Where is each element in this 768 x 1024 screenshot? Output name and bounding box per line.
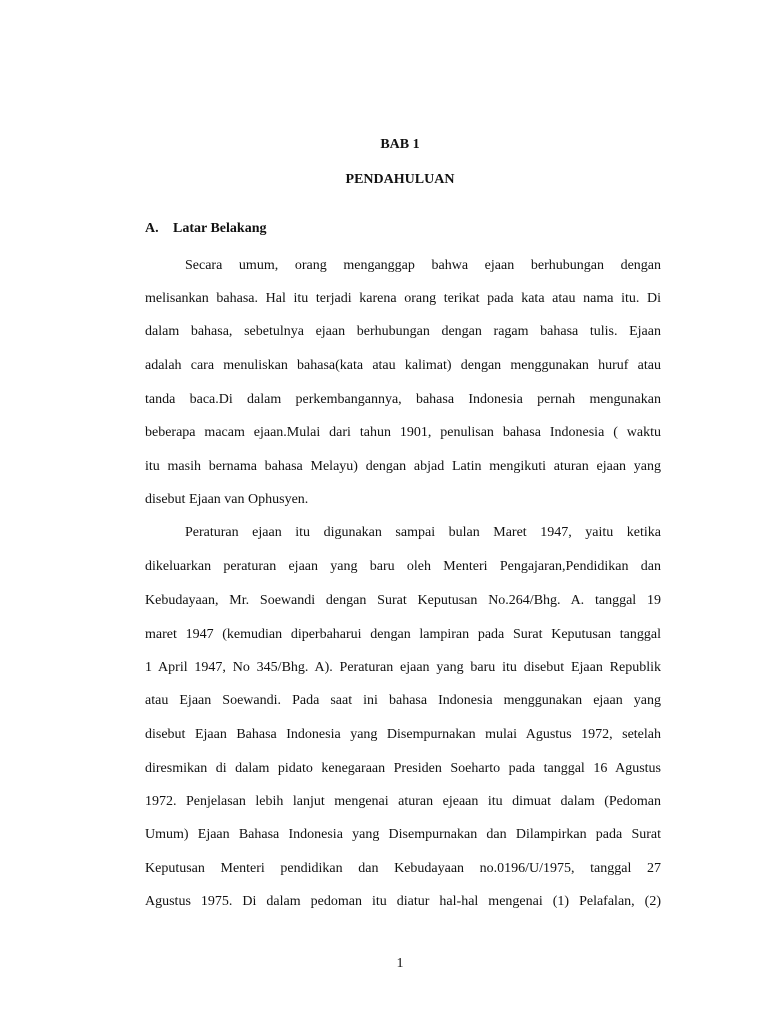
page-number: 1 (396, 956, 404, 971)
paragraph-2-line-9: 1972. Penjelasan lebih lanjut mengenai aturan ejeaan itu dimuat dalam (Pedoman (145, 794, 661, 809)
paragraph-1-line-2: melisankan bahasa. Hal itu terjadi karena orang terikat pada kata atau nama itu. Di (145, 291, 661, 306)
chapter-title: PENDAHULUAN (345, 172, 455, 187)
paragraph-1-line-6: beberapa macam ejaan.Mulai dari tahun 1901, penulisan bahasa Indonesia ( waktu (145, 425, 661, 440)
paragraph-2-line-2: dikeluarkan peraturan ejaan yang baru oleh Menteri Pengajaran,Pendidikan dan (145, 559, 661, 574)
section-heading (145, 221, 266, 237)
paragraph-1-line-5: tanda baca.Di dalam perkembangannya, bahasa Indonesia pernah mengunakan (145, 392, 661, 407)
paragraph-2-line-11: Keputusan Menteri pendidikan dan Kebudayaan no.0196/U/1975, tanggal 27 (145, 861, 661, 876)
paragraph-1-line-3: dalam bahasa, sebetulnya ejaan berhubungan dengan ragam bahasa tulis. Ejaan (145, 324, 661, 339)
paragraph-1-line-1: Secara umum, orang menganggap bahwa ejaan berhubungan dengan (185, 258, 661, 273)
section-title: Latar Belakang (173, 221, 267, 236)
paragraph-2-line-4: maret 1947 (kemudian diperbaharui dengan lampiran pada Surat Keputusan tanggal (145, 627, 661, 642)
section-marker: A. (145, 221, 159, 236)
paragraph-2-line-8: diresmikan di dalam pidato kenegaraan Presiden Soeharto pada tanggal 16 Agustus (145, 761, 661, 776)
paragraph-2-line-6: atau Ejaan Soewandi. Pada saat ini bahasa Indonesia menggunakan ejaan yang (145, 693, 661, 708)
chapter-number: BAB 1 (380, 137, 420, 152)
paragraph-1-line-7: itu masih bernama bahasa Melayu) dengan abjad Latin mengikuti aturan ejaan yang (145, 459, 661, 474)
paragraph-2-line-1: Peraturan ejaan itu digunakan sampai bulan Maret 1947, yaitu ketika (185, 525, 661, 540)
paragraph-2-line-7: disebut Ejaan Bahasa Indonesia yang Disempurnakan mulai Agustus 1972, setelah (145, 727, 661, 742)
paragraph-2-line-12: Agustus 1975. Di dalam pedoman itu diatur hal-hal mengenai (1) Pelafalan, (2) (145, 894, 661, 909)
paragraph-2-line-5: 1 April 1947, No 345/Bhg. A). Peraturan ejaan yang baru itu disebut Ejaan Republik (145, 660, 661, 675)
paragraph-2-line-3: Kebudayaan, Mr. Soewandi dengan Surat Keputusan No.264/Bhg. A. tanggal 19 (145, 593, 661, 608)
paragraph-1-line-4: adalah cara menuliskan bahasa(kata atau kalimat) dengan menggunakan huruf atau (145, 358, 661, 373)
paragraph-2-line-10: Umum) Ejaan Bahasa Indonesia yang Disempurnakan dan Dilampirkan pada Surat (145, 827, 661, 842)
paragraph-1-line-8: disebut Ejaan van Ophusyen. (145, 492, 309, 507)
